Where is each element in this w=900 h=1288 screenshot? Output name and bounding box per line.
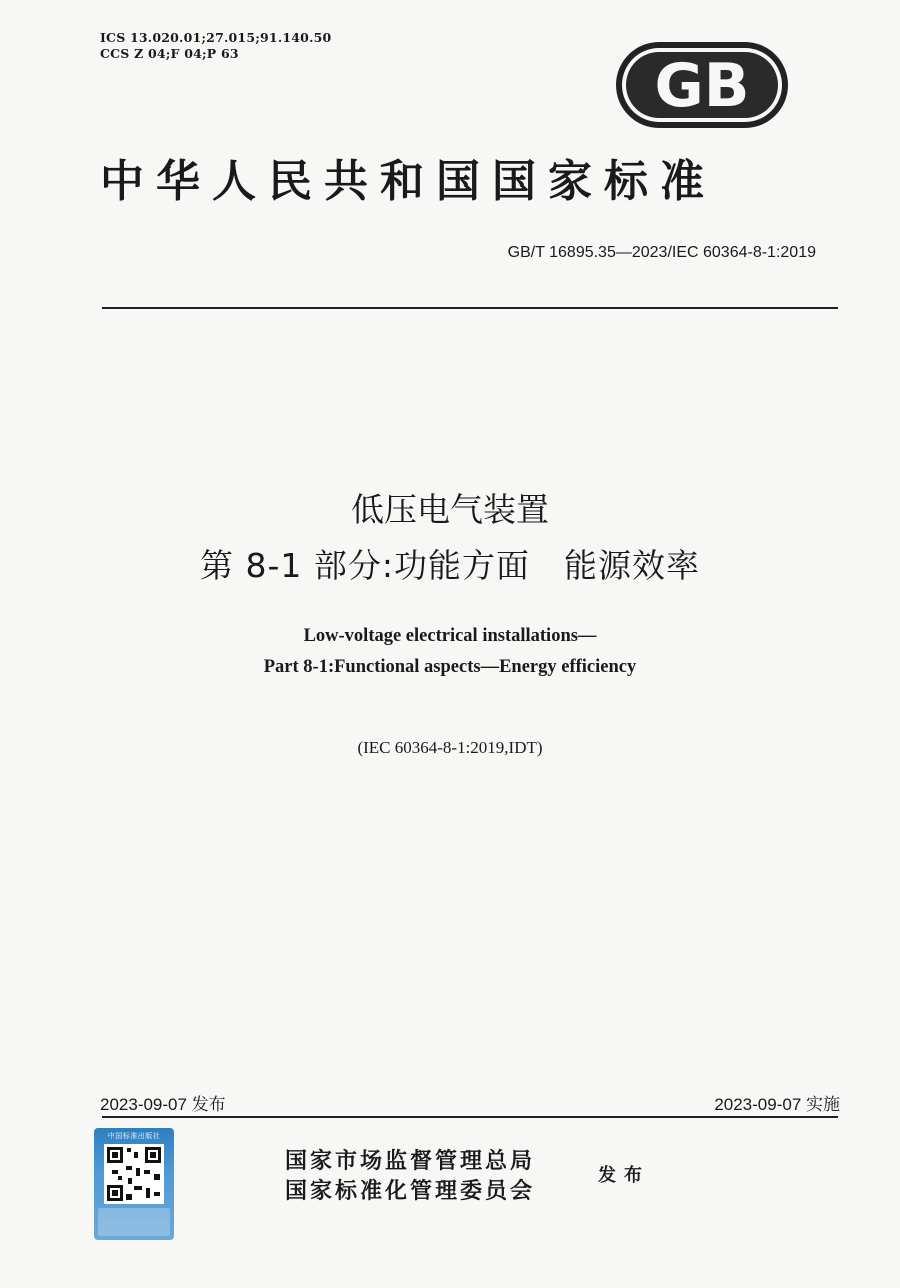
cn-title-line1: 低压电气装置: [351, 490, 549, 529]
header-divider: [102, 307, 838, 309]
classification-codes: [100, 30, 331, 62]
national-standard-title: 中华人民共和国国家标准: [100, 156, 716, 207]
issuer-line2: 国家标准化管理委员会: [285, 1178, 536, 1204]
logo-text: GB: [654, 51, 750, 121]
ics-code: ICS 13.020.01;27.015;91.140.50: [100, 30, 332, 45]
ccs-code: CCS Z 04;F 04;P 63: [100, 46, 239, 61]
sticker-header: 中国标准出版社: [107, 1132, 161, 1140]
cn-title-line2: 第 8-1 部分:功能方面 能源效率: [200, 546, 700, 585]
anti-counterfeit-sticker: [94, 1128, 174, 1240]
issuer-line1: 国家市场监督管理总局: [285, 1148, 536, 1174]
issue-date: 2023-09-07 发布: [100, 1095, 226, 1114]
implementation-date: 2023-09-07 实施: [714, 1095, 840, 1114]
gb-logo-icon: [614, 40, 790, 134]
en-title-line1: Low-voltage electrical installations—: [303, 626, 597, 646]
qr-code-icon: [104, 1144, 164, 1204]
footer-divider: [102, 1116, 838, 1118]
standard-code: GB/T 16895.35—2023/IEC 60364-8-1:2019: [507, 244, 816, 261]
sticker-hologram: [98, 1208, 170, 1236]
publish-label: 发布: [598, 1165, 650, 1186]
en-title-line2: Part 8-1:Functional aspects—Energy efficiency: [263, 657, 637, 677]
adoption-note: (IEC 60364-8-1:2019,IDT): [357, 738, 543, 757]
